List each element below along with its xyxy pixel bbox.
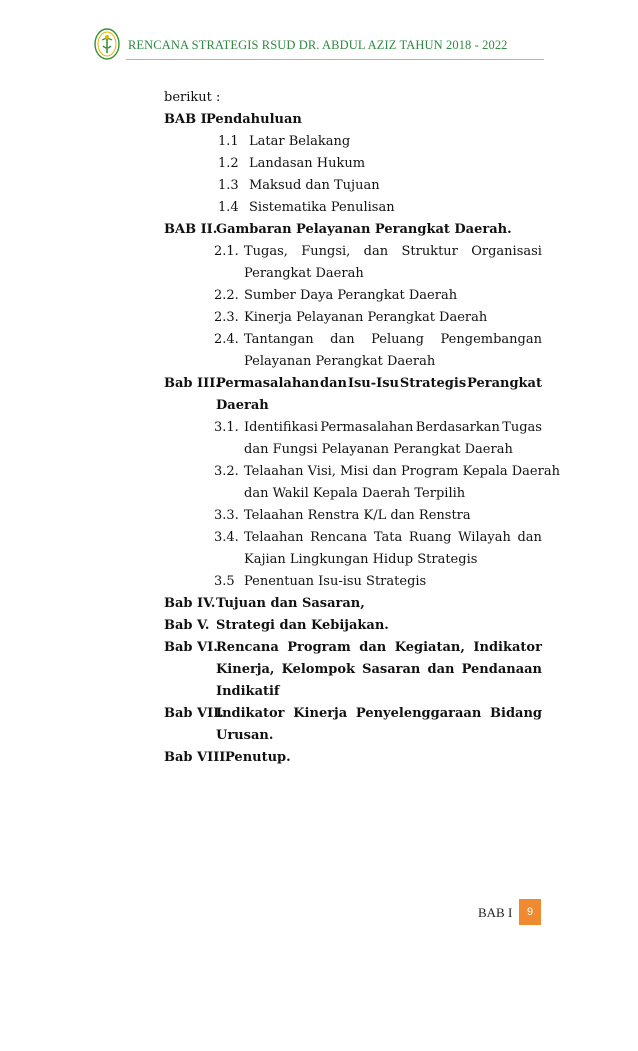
word: Program [287, 640, 351, 655]
section-title: Penentuan Isu-isu Strategis [244, 574, 427, 589]
word: dan [320, 376, 347, 391]
section-title-continued: dan Wakil Kepala Daerah Terpilih [244, 486, 466, 501]
section-title: Telaahan Renstra K/L dan Renstra [244, 508, 471, 523]
section-title-continued: dan Fungsi Pelayanan Perangkat Daerah [244, 442, 513, 457]
word: Perangkat [467, 376, 542, 391]
chapter-label: Bab V. [164, 618, 210, 633]
chapter-title: Strategi dan Kebijakan. [216, 618, 389, 633]
chapter-label: Bab VI. [164, 640, 218, 655]
page-number-badge: 9 [519, 899, 541, 925]
word: Sasaran [362, 662, 421, 677]
word: Fungsi, [301, 244, 351, 259]
section-title: Maksud dan Tujuan [249, 178, 380, 193]
word: Kinerja, [216, 662, 275, 677]
word: Permasalahan [216, 376, 320, 391]
section-number: 1.3 [218, 178, 239, 193]
word: Wilayah [458, 530, 511, 545]
chapter-title: Pendahuluan [206, 112, 302, 127]
chapter-title-continued [216, 662, 542, 678]
word: Pengembangan [440, 332, 542, 347]
chapter-title-continued: Daerah [216, 398, 269, 413]
section-number: 2.2. [214, 288, 239, 303]
word: Struktur [401, 244, 458, 259]
word: Telaahan [244, 530, 304, 545]
section-title [244, 420, 542, 436]
chapter-label: Bab III. [164, 376, 220, 391]
section-number: 3.5 [214, 574, 235, 589]
chapter-label: BAB II. [164, 222, 218, 237]
section-number: 3.2. [214, 464, 239, 479]
word: Isu-Isu [347, 376, 399, 391]
chapter-label: BAB I. [164, 112, 212, 127]
word: Organisasi [471, 244, 542, 259]
word: dan [427, 662, 455, 677]
section-number: 1.1 [218, 134, 239, 149]
word: Pendanaan [461, 662, 542, 677]
word: Kelompok [281, 662, 355, 677]
section-title: Latar Belakang [249, 134, 351, 149]
section-title-continued: Pelayanan Perangkat Daerah [244, 354, 436, 369]
section-title: Sistematika Penulisan [249, 200, 395, 215]
hospital-logo-icon [94, 28, 120, 60]
word: Indikator [216, 706, 285, 721]
section-title: Landasan Hukum [249, 156, 366, 171]
word: Tata [373, 530, 403, 545]
chapter-title: Gambaran Pelayanan Perangkat Daerah. [216, 222, 512, 237]
section-title [244, 332, 542, 348]
word: Strategis [399, 376, 467, 391]
intro-text: berikut : [164, 90, 221, 105]
word: Rencana [216, 640, 279, 655]
word: Peluang [371, 332, 424, 347]
section-number: 3.4. [214, 530, 239, 545]
word: dan [363, 244, 389, 259]
word: Indikator [473, 640, 542, 655]
word: Tantangan [244, 332, 314, 347]
chapter-title-continued: Indikatif [216, 684, 280, 699]
section-title-continued: Perangkat Daerah [244, 266, 364, 281]
word: Permasalahan [320, 420, 414, 435]
chapter-title: Penutup. [225, 750, 291, 765]
chapter-title [216, 640, 542, 656]
section-number: 3.3. [214, 508, 239, 523]
section-number: 2.4. [214, 332, 239, 347]
chapter-title [216, 376, 542, 392]
chapter-title-continued: Urusan. [216, 728, 274, 743]
section-number: 1.4 [218, 200, 239, 215]
section-title: Telaahan Visi, Misi dan Program Kepala Daerah [244, 464, 560, 479]
word: dan [517, 530, 542, 545]
section-number: 2.1. [214, 244, 239, 259]
chapter-title [216, 706, 542, 722]
word: Ruang [408, 530, 452, 545]
word: Penyelenggaraan [355, 706, 482, 721]
chapter-label: Bab VII. [164, 706, 224, 721]
section-title: Kinerja Pelayanan Perangkat Daerah [244, 310, 488, 325]
header-title: RENCANA STRATEGIS RSUD DR. ABDUL AZIZ TAHUN 2018 - 2022 [128, 38, 508, 52]
page-header [0, 0, 638, 70]
chapter-label: Bab VIII. [164, 750, 230, 765]
word: dan [330, 332, 355, 347]
section-number: 1.2 [218, 156, 239, 171]
word: Kegiatan, [394, 640, 465, 655]
section-number: 2.3. [214, 310, 239, 325]
word: Tugas, [244, 244, 288, 259]
section-number: 3.1. [214, 420, 239, 435]
footer-chapter-label: BAB I [478, 905, 513, 920]
section-title [244, 530, 542, 546]
word: Bidang [490, 706, 542, 721]
section-title-continued: Kajian Lingkungan Hidup Strategis [244, 552, 478, 567]
section-title: Sumber Daya Perangkat Daerah [244, 288, 458, 303]
section-title [244, 244, 542, 260]
word: Kinerja [293, 706, 348, 721]
word: Tugas [502, 420, 542, 435]
word: Berdasarkan [415, 420, 500, 435]
word: Identifikasi [244, 420, 319, 435]
chapter-label: Bab IV. [164, 596, 216, 611]
header-divider [126, 59, 544, 60]
word: dan [359, 640, 387, 655]
word: Rencana [310, 530, 368, 545]
chapter-title: Tujuan dan Sasaran, [216, 596, 365, 611]
